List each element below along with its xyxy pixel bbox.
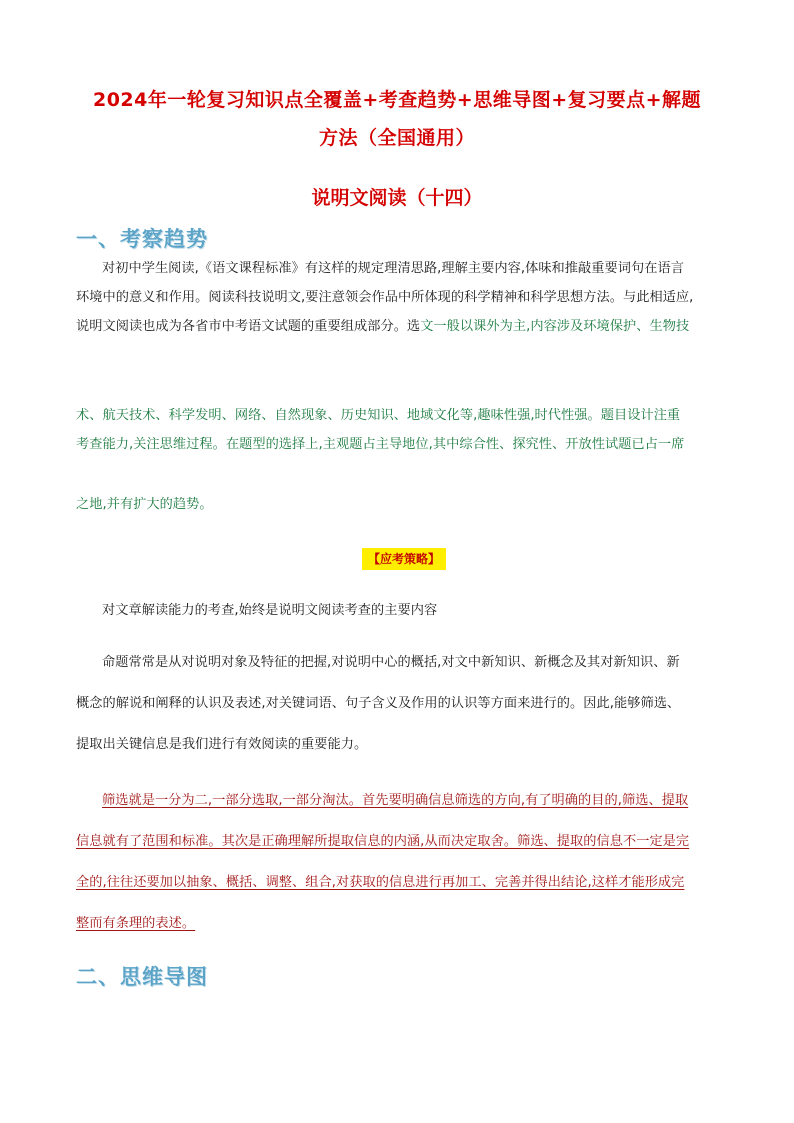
strategy-line: 命题常常是从对说明对象及特征的把握,对说明中心的概括,对文中新知识、新概念及其对新知识、新 bbox=[102, 655, 680, 670]
section-heading-mindmap: 二、思维导图 bbox=[76, 965, 208, 989]
strategy-line: 对文章解读能力的考查,始终是说明文阅读考查的主要内容 bbox=[102, 603, 438, 618]
document-subtitle: 说明文阅读（十四） bbox=[311, 187, 483, 209]
strategy-line: 全的,往往还要加以抽象、概括、调整、组合,对获取的信息进行再加工、完善并得出结论,这样才能形成完 bbox=[76, 875, 685, 890]
strategy-line: 概念的解说和阐释的认识及表述,对关键词语、句子含义及作用的认识等方面来进行的。因此,能够筛选、 bbox=[76, 696, 681, 711]
trend-line-text: 说明文阅读也成为各省市中考语文试题的重要组成部分。选 bbox=[76, 319, 421, 334]
trend-line: 术、航天技术、科学发明、网络、自然现象、历史知识、地域文化等,趣味性强,时代性强。题目设计注重 bbox=[76, 408, 681, 423]
strategy-line: 信息就有了范围和标准。其次是正确理解所提取信息的内涵,从而决定取舍。筛选、提取的信息不一定是完 bbox=[76, 834, 690, 849]
strategy-line: 提取出关键信息是我们进行有效阅读的重要能力。 bbox=[76, 737, 368, 752]
section-heading-trend: 一、考察趋势 bbox=[76, 227, 208, 251]
strategy-badge: 【应考策略】 bbox=[362, 548, 446, 570]
trend-line bbox=[76, 316, 689, 338]
document-title-line1: 2024年一轮复习知识点全覆盖+考查趋势+思维导图+复习要点+解题 bbox=[92, 89, 702, 111]
trend-line: 对初中学生阅读,《语文课程标准》有这样的规定理清思路,理解主要内容,体味和推敲重要词句在语言 bbox=[102, 261, 684, 276]
document-title-line2: 方法（全国通用） bbox=[318, 127, 475, 149]
trend-line: 考查能力,关注思维过程。在题型的选择上,主观题占主导地位,其中综合性、探究性、开放性试题已占一席 bbox=[76, 437, 685, 452]
trend-line: 环境中的意义和作用。阅读科技说明文,要注意领会作品中所体现的科学精神和科学思想方法。与此相适应, bbox=[76, 290, 694, 305]
trend-line-highlight: 文一般以课外为主,内容涉及环境保护、生物技 bbox=[420, 319, 690, 334]
strategy-line: 筛选就是一分为二,一部分选取,一部分淘汰。首先要明确信息筛选的方向,有了明确的目的,筛选、提取 bbox=[102, 793, 689, 808]
strategy-line: 整而有条理的表述。 bbox=[76, 916, 196, 931]
trend-line: 之地,并有扩大的趋势。 bbox=[76, 497, 213, 512]
